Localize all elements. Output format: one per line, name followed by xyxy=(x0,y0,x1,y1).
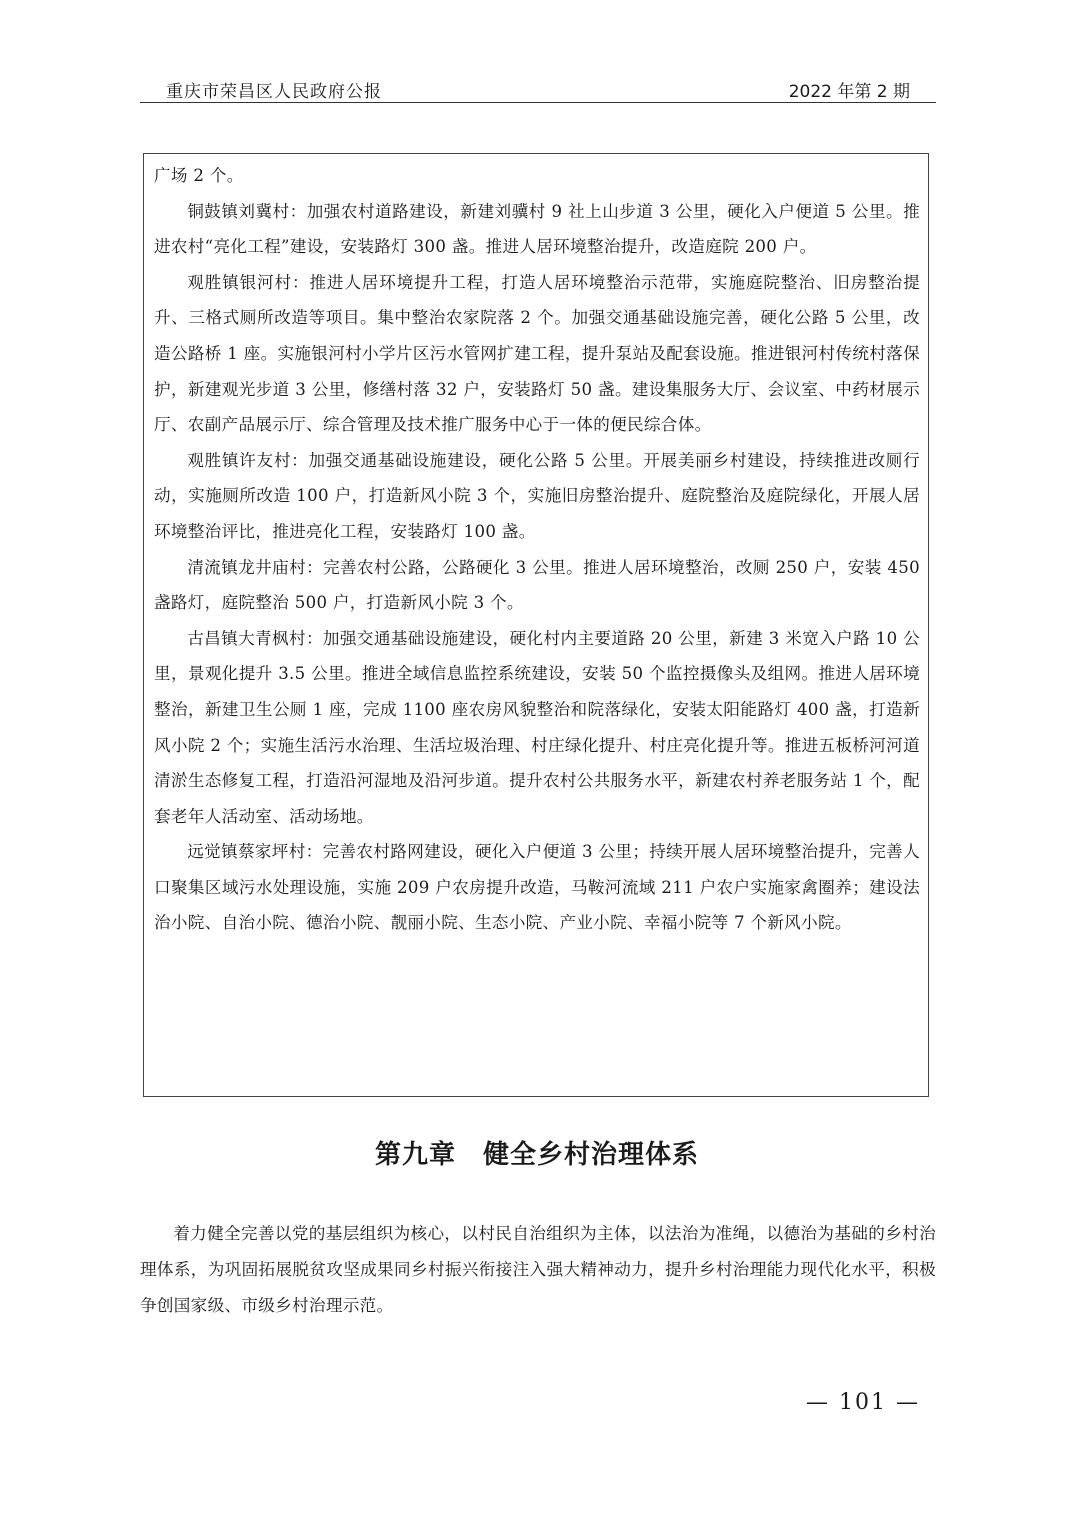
box-paragraph: 铜鼓镇刘冀村：加强农村道路建设，新建刘骥村 9 社上山步道 3 公里，硬化入户便道 5 公里。推进农村“亮化工程”建设，安装路灯 300 盏。推进人居环境整治提升，改造庭院 200 户。 xyxy=(154,201,920,257)
village-projects-box xyxy=(143,153,929,1097)
box-paragraph: 古昌镇大青枫村：加强交通基础设施建设，硬化村内主要道路 20 公里，新建 3 米宽入户路 10 公里，景观化提升 3.5 公里。推进全域信息监控系统建设，安装 50 个监控摄像头及组网。推进人居环境整治，新建卫生公厕 1 座，完成 1100 座农房风貌整治和院落绿化，安装太阳能路灯 400 盏，打造新风小院 2 个；实施生活污水治理、生活垃圾治理、村庄绿化提升、村庄亮化提升等。推进五板桥河河道清淤生态修复工程，打造沿河湿地及沿河步道。提升农村公共服务水平，新建农村养老服务站 1 个，配套老年人活动室、活动场地。 xyxy=(154,628,920,826)
issue-number: 2022 年第 2 期 xyxy=(788,82,910,102)
body-paragraph: 着力健全完善以党的基层组织为核心，以村民自治组织为主体，以法治为准绳，以德治为基础的乡村治理体系，为巩固拓展脱贫攻坚成果同乡村振兴衔接注入强大精神动力，提升乡村治理能力现代化水平，积极争创国家级、市级乡村治理示范。 xyxy=(140,1224,936,1315)
publication-title: 重庆市荣昌区人民政府公报 xyxy=(166,82,382,102)
page-header xyxy=(140,72,936,103)
box-paragraph: 远觉镇蔡家坪村：完善农村路网建设，硬化入户便道 3 公里；持续开展人居环境整治提升，完善人口聚集区域污水处理设施，实施 209 户农房提升改造，马鞍河流域 211 户农户实施家禽圈养；建设法治小院、自治小院、德治小院、靓丽小院、生态小院、产业小院、幸福小院等 7 个新风小院。 xyxy=(154,842,920,933)
box-paragraph: 观胜镇银河村：推进人居环境提升工程，打造人居环境整治示范带，实施庭院整治、旧房整治提升、三格式厕所改造等项目。集中整治农家院落 2 个。加强交通基础设施完善，硬化公路 5 公里，改造公路桥 1 座。实施银河村小学片区污水管网扩建工程，提升泵站及配套设施。推进银河村传统村落保护，新建观光步道 3 公里，修缮村落 32 户，安装路灯 50 盏。建设集服务大厅、会议室、中药材展示厅、农副产品展示厅、综合管理及技术推广服务中心于一体的便民综合体。 xyxy=(154,272,920,435)
box-paragraph: 广场 2 个。 xyxy=(154,166,244,185)
box-paragraph: 观胜镇许友村：加强交通基础设施建设，硬化公路 5 公里。开展美丽乡村建设，持续推进改厕行动，实施厕所改造 100 户，打造新风小院 3 个，实施旧房整治提升、庭院整治及庭院绿化，开展人居环境整治评比，推进亮化工程，安装路灯 100 盏。 xyxy=(154,450,920,541)
page-number: — 101 — xyxy=(806,1390,920,1415)
box-paragraph: 清流镇龙井庙村：完善农村公路，公路硬化 3 公里。推进人居环境整治，改厕 250 户，安装 450 盏路灯，庭院整治 500 户，打造新风小院 3 个。 xyxy=(154,557,920,613)
chapter-title: 第九章 健全乡村治理体系 xyxy=(374,1140,699,1170)
